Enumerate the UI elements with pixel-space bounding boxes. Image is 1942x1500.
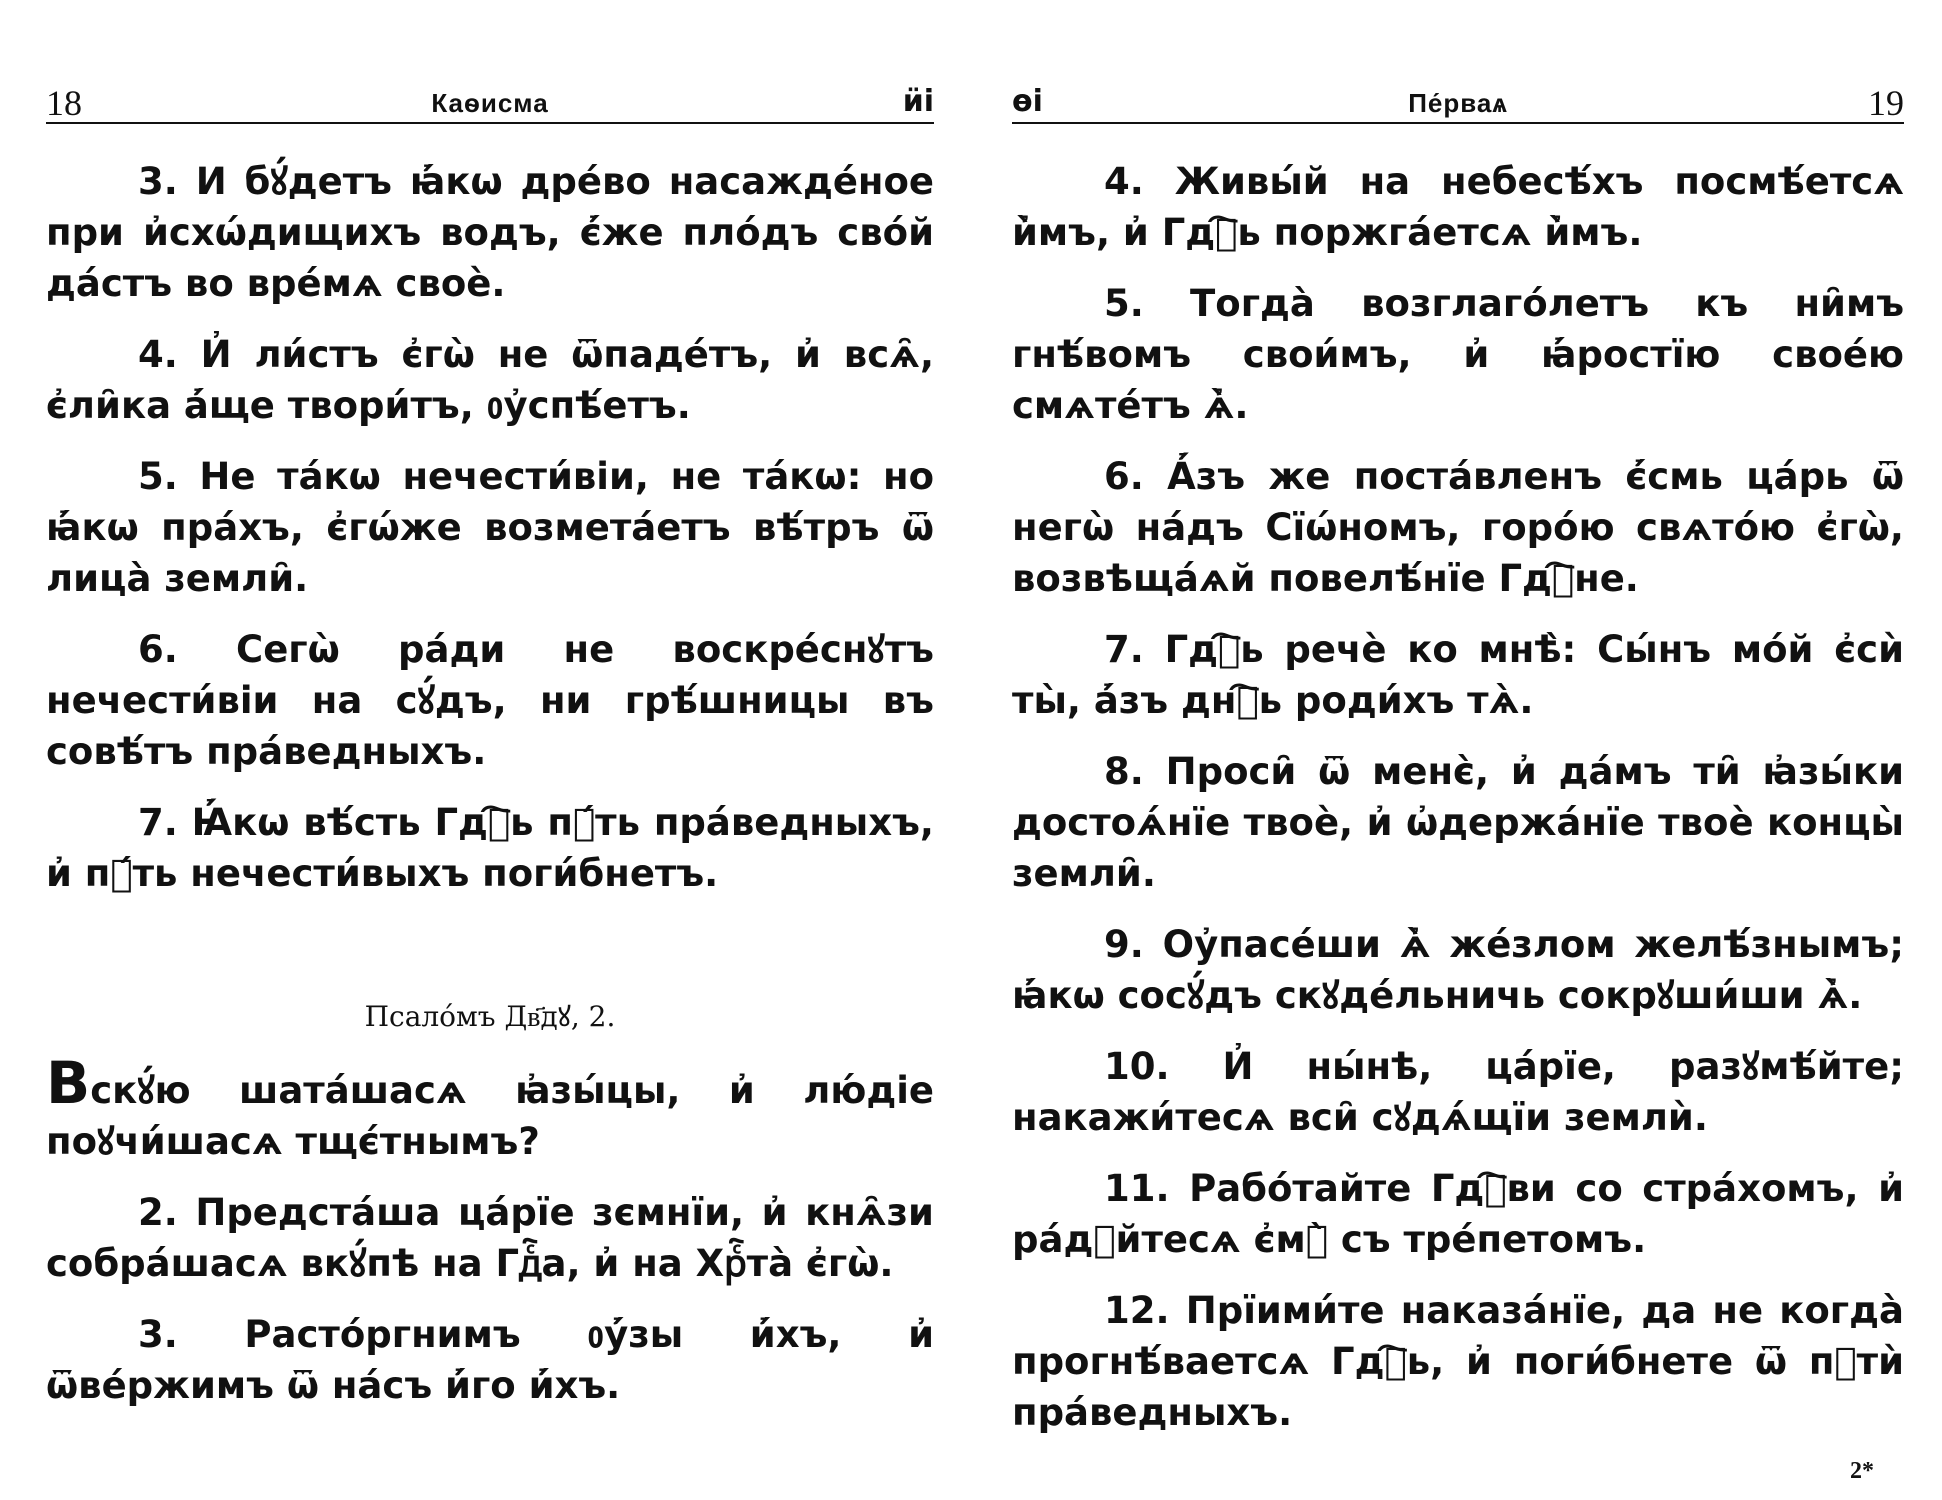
left-page [46, 0, 934, 1500]
verse: 8. Проси̑ ѿ менє̀, и҆ да́мъ ти̑ ꙗ҆зы́ки достоѧ́нїе твоѐ, и҆ ѡ҆держа́нїе твоѐ концы̀ земли̑. [1012, 750, 1904, 895]
verse: 7. Гдⷭ҇ь речѐ ко мнѣ̀: Сы́нъ мо́й є҆сѝ ты̀, а҆́зъ днⷭ҇ь роди́хъ тѧ̀. [1012, 628, 1904, 722]
verse: 3. И бꙋ́детъ ꙗ҆́кѡ дре́во насажде́ное при и҆схѡ́дищихъ водъ, є҆́же пло́дъ сво́й да́стъ во вре́мѧ своѐ. [46, 160, 934, 305]
verse: 12. Прїими́те наказа́нїе, да не когда̀ прогнѣ́ваетсѧ Гдⷭ҇ь, и҆ поги́бнете ѿ пꙋтѝ пра́ведныхъ. [1012, 1289, 1904, 1434]
verse: 4. И҆ ли́стъ є҆гѡ̀ не ѿпаде́тъ, и҆ всѧ̑, є҆ли̑ка а҆́ще твори́тъ, ᲂу҆спѣ́етъ. [46, 333, 934, 427]
verse: 9. Оу҆пасе́ши ѧ҆̀ же́злом желѣ́знымъ; ꙗ҆́кѡ сосꙋ́дъ скꙋде́льничь сокрꙋши́ши ѧ҆̀. [1012, 923, 1904, 1017]
verse: 10. И҆ ны́нѣ, ца́рїе, разꙋмѣ́йте; накажи́тесѧ вси̑ сꙋдѧ́щїи землѝ. [1012, 1045, 1904, 1139]
verse: 7. Ꙗ҆́кѡ вѣ́сть Гдⷭ҇ь пꙋ́ть пра́ведныхъ, и҆ пꙋ́ть нечести́выхъ поги́бнетъ. [46, 801, 934, 895]
psalm-incipit [46, 1049, 934, 1167]
left-page-body [46, 156, 934, 1431]
page-number: 19 [1868, 83, 1904, 123]
slavonic-page-number: ѳі [1012, 84, 1043, 119]
running-title: Пе́рваѧ [1408, 88, 1508, 118]
verse: 5. Не та́кѡ нечести́віи, не та́кѡ: но ꙗ҆́кѡ пра́хъ, є҆гѡ́же возмета́етъ вѣ́тръ ѿ лица̀ земли̑. [46, 455, 934, 600]
verse: 2. Предста́ша ца́рїе зємнїи, и҆ кнѧ̑зи собра́шасѧ вкꙋ́пѣ на Гдⷭ҇а, и҆ на Хрⷭ҇та̀ є҆гѡ̀. [46, 1191, 934, 1285]
psalm-heading: Псало́мъ Дв҃дꙋ, 2. [364, 1000, 616, 1033]
right-page-header [1012, 82, 1904, 124]
page-number: 18 [46, 83, 82, 123]
signature-mark: 2* [1850, 1458, 1874, 1484]
drop-cap: В [46, 1049, 91, 1117]
verse: 5. Тогда̀ возглаго́летъ къ ни̑мъ гнѣ́вомъ свои́мъ, и҆ ꙗ҆́ростїю свое́ю смѧте́тъ ѧ҆̀. [1012, 282, 1904, 427]
verse: 11. Рабо́тайте Гдⷭ҇ви со стра́хомъ, и҆ ра́дꙋйтесѧ є҆мꙋ̀ съ тре́петомъ. [1012, 1167, 1904, 1261]
verse: 4. Живы́й на небесѣ́хъ посмѣ́етсѧ и҆̀мъ, и҆ Гдⷭ҇ь поржга́етсѧ и҆̀мъ. [1012, 160, 1904, 254]
running-title: Каѳисма [431, 88, 549, 118]
verse: 6. А҆́зъ же поста́вленъ є҆́смь ца́рь ѿ негѡ̀ на́дъ Сїѡ́номъ, горо́ю свѧто́ю є҆гѡ̀, возвѣща́ѧй повелѣ́нїе Гдⷭ҇не. [1012, 455, 1904, 600]
right-page [1012, 0, 1904, 1500]
verse: 3. Расто́ргнимъ ᲂу҆́зы и҆́хъ, и҆ ѿве́ржимъ ѿ на́съ и҆́го и҆́хъ. [46, 1313, 934, 1407]
verse: 6. Сегѡ̀ ра́ди не воскре́снꙋтъ нечести́віи на сꙋ́дъ, ни грѣ́шницы въ совѣ́тъ пра́ведныхъ. [46, 628, 934, 773]
verse-text: скꙋ́ю шата́шасѧ ꙗ҆зы́цы, и҆ лю́діе поꙋчи́шасѧ тщє́тнымъ? [46, 1069, 934, 1163]
left-page-header [46, 82, 934, 124]
right-page-body [1012, 156, 1904, 1458]
slavonic-page-number: ӥі [902, 84, 934, 119]
